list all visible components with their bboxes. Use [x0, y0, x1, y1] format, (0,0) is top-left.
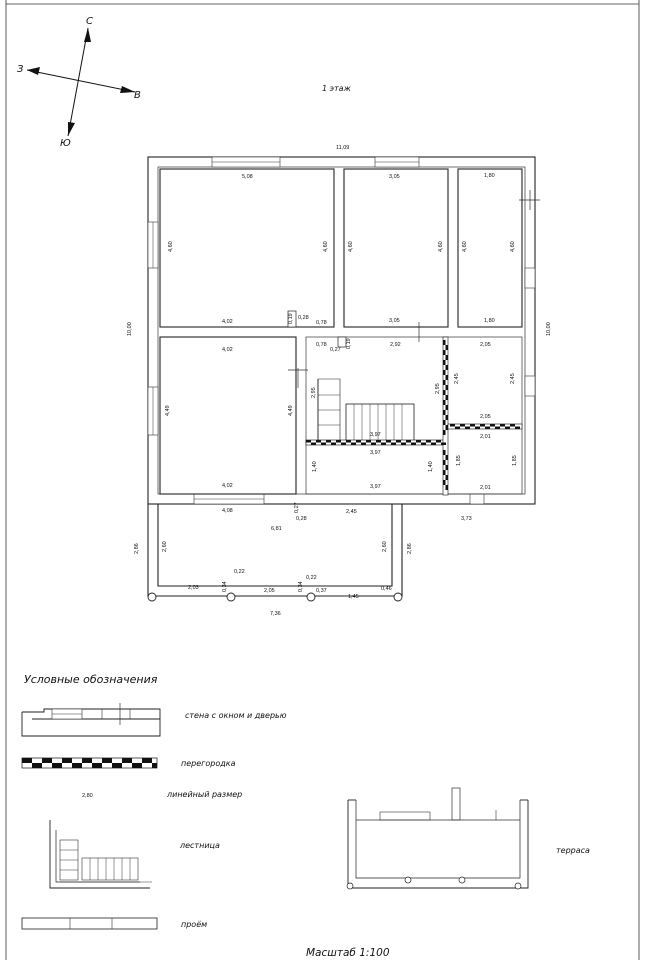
compass-north-label: С	[86, 16, 93, 27]
terrace-dimensions	[134, 502, 413, 617]
legend-opening-sample	[22, 918, 157, 929]
dim-terrace-mid: 2,45	[346, 509, 357, 515]
legend-terrace-sample	[347, 788, 528, 889]
dim-terrace-h-left: 2,60	[162, 541, 168, 552]
dim-terrace-h-right: 2,60	[382, 541, 388, 552]
dim-room3-left: 4,60	[462, 241, 468, 252]
dim-stair-height: 2,95	[311, 387, 317, 398]
dim-terrace-outer-right: 2,86	[407, 543, 413, 554]
legend-partition-sample	[22, 758, 157, 768]
floor-title: 1 этаж	[322, 84, 351, 93]
dim-terrace-b6: 0,22	[306, 575, 317, 581]
dim-right-low: 2,01	[480, 434, 491, 440]
dim-overall-width: 11,09	[336, 145, 350, 151]
dim-terrace-b5: 0,34	[298, 581, 304, 592]
dim-hall-lower-2: 1,40	[428, 461, 434, 472]
dim-door-a: 0,28	[298, 315, 309, 321]
dim-room2-top: 3,05	[389, 174, 400, 180]
dim-terrace-b3: 0,34	[222, 581, 228, 592]
dim-terrace-b2: 0,22	[234, 569, 245, 575]
dim-terrace-b8: 1,45	[348, 594, 359, 600]
dim-terrace-total: 7,36	[270, 611, 281, 617]
dim-stair-width: 3,97	[370, 432, 381, 438]
dim-room2-bottom: 3,05	[389, 318, 400, 324]
compass-rose	[17, 16, 141, 149]
dim-right-top: 2,05	[480, 342, 491, 348]
dim-stair-width-2: 3,97	[370, 450, 381, 456]
rooms-middle	[160, 337, 522, 494]
legend-stair-label: лестница	[180, 841, 220, 850]
dim-terrace-top-width: 6,81	[271, 526, 282, 532]
legend-dimension-label: линейный размер	[167, 790, 243, 799]
legend-opening-label: проём	[181, 920, 208, 929]
dim-room3-right: 4,60	[510, 241, 516, 252]
dim-terrace-b7: 0,37	[316, 588, 327, 594]
dim-room4-left: 4,49	[165, 405, 171, 416]
dim-room1-left: 4,60	[168, 241, 174, 252]
dim-room4-right: 4,49	[288, 405, 294, 416]
dim-hall-lower: 1,40	[312, 461, 318, 472]
dim-room4-top: 4,02	[222, 347, 233, 353]
terrace	[148, 504, 402, 601]
dim-door-c: 0,78	[316, 320, 327, 326]
dim-room1-bottom: 4,02	[222, 319, 233, 325]
dim-hall-left: 0,78	[316, 342, 327, 348]
staircase	[318, 379, 414, 442]
dim-right-h1: 2,45	[510, 373, 516, 384]
dim-hall-top: 2,92	[390, 342, 401, 348]
dim-room1-top: 5,08	[242, 174, 253, 180]
dim-hall-245: 2,45	[454, 373, 460, 384]
dim-right-outer: 3,73	[461, 516, 472, 522]
dim-right-mid: 2,05	[480, 414, 491, 420]
dim-hall-mid: 0,27	[330, 347, 341, 353]
dim-terrace-027: 0,27	[294, 502, 300, 513]
legend-terrace-label: терраса	[556, 846, 590, 855]
dim-terrace-door-gap: 0,28	[296, 516, 307, 522]
dim-terrace-b9: 0,46	[381, 586, 392, 592]
dim-right-bottom: 2,01	[480, 485, 491, 491]
compass-south-label: Ю	[60, 138, 71, 149]
scale-label: Масштаб 1:100	[306, 947, 390, 959]
dim-room4-bottom: 4,02	[222, 483, 233, 489]
legend-wall-label: стена с окном и дверью	[185, 711, 287, 720]
dim-hall-side: 2,95	[435, 383, 441, 394]
dim-terrace-outer-left: 2,86	[134, 543, 140, 554]
dim-overall-height-right: 10,00	[546, 322, 552, 336]
dim-door-b: 0,19	[288, 313, 294, 324]
dim-room2-left: 4,60	[348, 241, 354, 252]
compass-east-label: В	[134, 90, 141, 101]
dim-hall-bottom: 3,97	[370, 484, 381, 490]
dim-overall-height-left: 10,00	[127, 322, 133, 336]
dim-right-h2b: 1,85	[512, 455, 518, 466]
legend-stair-sample	[50, 820, 152, 888]
legend-wall-sample	[22, 703, 160, 736]
outer-walls	[148, 157, 535, 504]
dim-room3-bottom: 1,80	[484, 318, 495, 324]
legend-title: Условные обозначения	[24, 673, 158, 686]
dim-room1-right: 4,60	[323, 241, 329, 252]
room-dimensions	[165, 173, 518, 522]
dim-room2-right: 4,60	[438, 241, 444, 252]
dim-hall-small: 0,19	[346, 338, 352, 349]
legend-dimension-sample: 2,80	[82, 793, 93, 799]
legend-partition-label: перегородка	[181, 759, 236, 768]
dim-terrace-top-left: 4,08	[222, 508, 233, 514]
dim-terrace-b4: 2,05	[264, 588, 275, 594]
compass-west-label: З	[17, 64, 24, 75]
dim-right-h2: 1,85	[456, 455, 462, 466]
dim-terrace-b1: 2,03	[188, 585, 199, 591]
dim-room3-top: 1,80	[484, 173, 495, 179]
